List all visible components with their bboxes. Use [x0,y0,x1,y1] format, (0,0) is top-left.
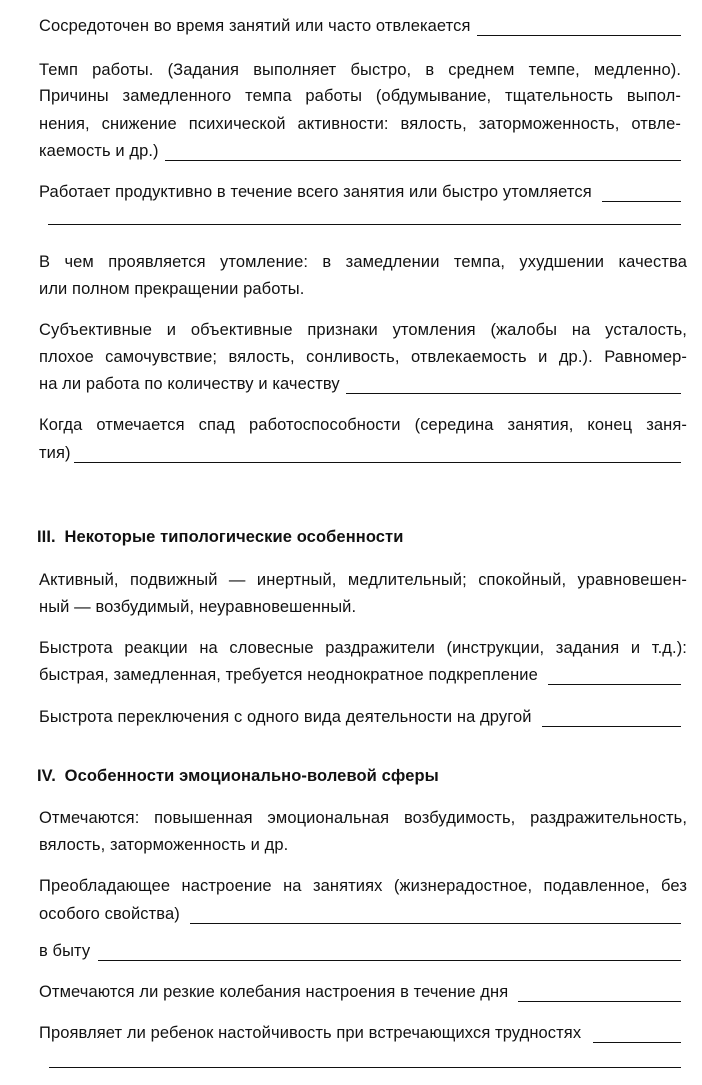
persistence-row [39,1023,681,1043]
fatigue-line-1: В чем проявляется утомление: в замедлении темпа, ухудшении качества [39,253,687,271]
reaction-speed-line-1: Быстрота реакции на словесные раздражители (инструкции, задания и т.д.): [39,639,687,657]
work-pace-line-3: нения, снижение психической активности: вялость, заторможенность, отвле- [39,115,681,133]
persistence-answer-blank-1[interactable] [593,1027,681,1043]
mood-swings-answer-blank[interactable] [518,986,681,1002]
fatigue-signs-line-2: плохое самочувствие; вялость, сонливость, отвлекаемость и др.). Равномер- [39,348,687,366]
work-pace-answer-blank[interactable] [165,145,681,161]
section-3-number: III. [37,528,56,546]
attention-row [39,16,681,36]
home-mood-row [39,941,681,961]
fatigue-signs-line-1: Субъективные и объективные признаки утомления (жалобы на усталость, [39,321,687,339]
typology-p1-line-2: ный — возбудимый, неуравновешенный. [39,598,357,616]
fatigue-signs-line-3: на ли работа по количеству и качеству [39,375,340,393]
emotional-p1-line-1: Отмечаются: повышенная эмоциональная возбудимость, раздражительность, [39,809,687,827]
decline-row-2 [39,443,681,463]
mood-swings-question: Отмечаются ли резкие колебания настроения в течение дня [39,983,509,1001]
section-4-title: Особенности эмоционально-волевой сферы [64,767,439,785]
persistence-answer-blank-2[interactable] [49,1067,681,1068]
mood-row-2 [39,904,681,924]
work-pace-line-4: каемость и др.) [39,142,159,160]
mood-swings-row [39,982,681,1002]
section-4-number: IV. [37,767,56,785]
productivity-question: Работает продуктивно в течение всего занятия или быстро утомляется [39,183,592,201]
reaction-speed-row-2 [39,665,681,685]
emotional-p1-line-2: вялость, заторможенность и др. [39,836,289,854]
reaction-speed-line-2: быстрая, замедленная, требуется неоднократное подкрепление [39,666,538,684]
section-4-heading [37,766,439,786]
switching-speed-answer-blank[interactable] [542,711,681,727]
mood-line-1: Преобладающее настроение на занятиях (жизнерадостное, подавленное, без [39,877,687,895]
decline-answer-blank[interactable] [74,447,681,463]
decline-line-1: Когда отмечается спад работоспособности (середина занятия, конец заня- [39,416,687,434]
productivity-answer-blank-1[interactable] [602,186,681,202]
section-3-title: Некоторые типологические особенности [64,528,404,546]
fatigue-signs-row-3 [39,374,681,394]
attention-answer-blank[interactable] [477,20,681,36]
home-mood-label: в быту [39,942,91,960]
decline-line-2: тия) [39,444,71,462]
switching-speed-row [39,707,681,727]
attention-question: Сосредоточен во время занятий или часто отвлекается [39,17,471,35]
productivity-answer-blank-2[interactable] [48,224,681,225]
switching-speed-question: Быстрота переключения с одного вида деятельности на другой [39,708,532,726]
work-pace-row-4 [39,141,681,161]
work-evenness-answer-blank[interactable] [346,378,681,394]
home-mood-answer-blank[interactable] [98,945,681,961]
work-pace-line-1: Темп работы. (Задания выполняет быстро, в среднем темпе, медленно). [39,61,681,79]
mood-classes-answer-blank[interactable] [190,908,681,924]
section-3-heading [37,527,403,547]
typology-p1-line-1: Активный, подвижный — инертный, медлительный; спокойный, уравновешен- [39,571,687,589]
fatigue-line-2: или полном прекращении работы. [39,280,305,298]
persistence-question: Проявляет ли ребенок настойчивость при встречающихся трудностях [39,1024,582,1042]
mood-line-2: особого свойства) [39,905,180,923]
productivity-row [39,182,681,202]
reaction-speed-answer-blank[interactable] [548,669,681,685]
work-pace-line-2: Причины замедленного темпа работы (обдумывание, тщательность выпол- [39,87,681,105]
